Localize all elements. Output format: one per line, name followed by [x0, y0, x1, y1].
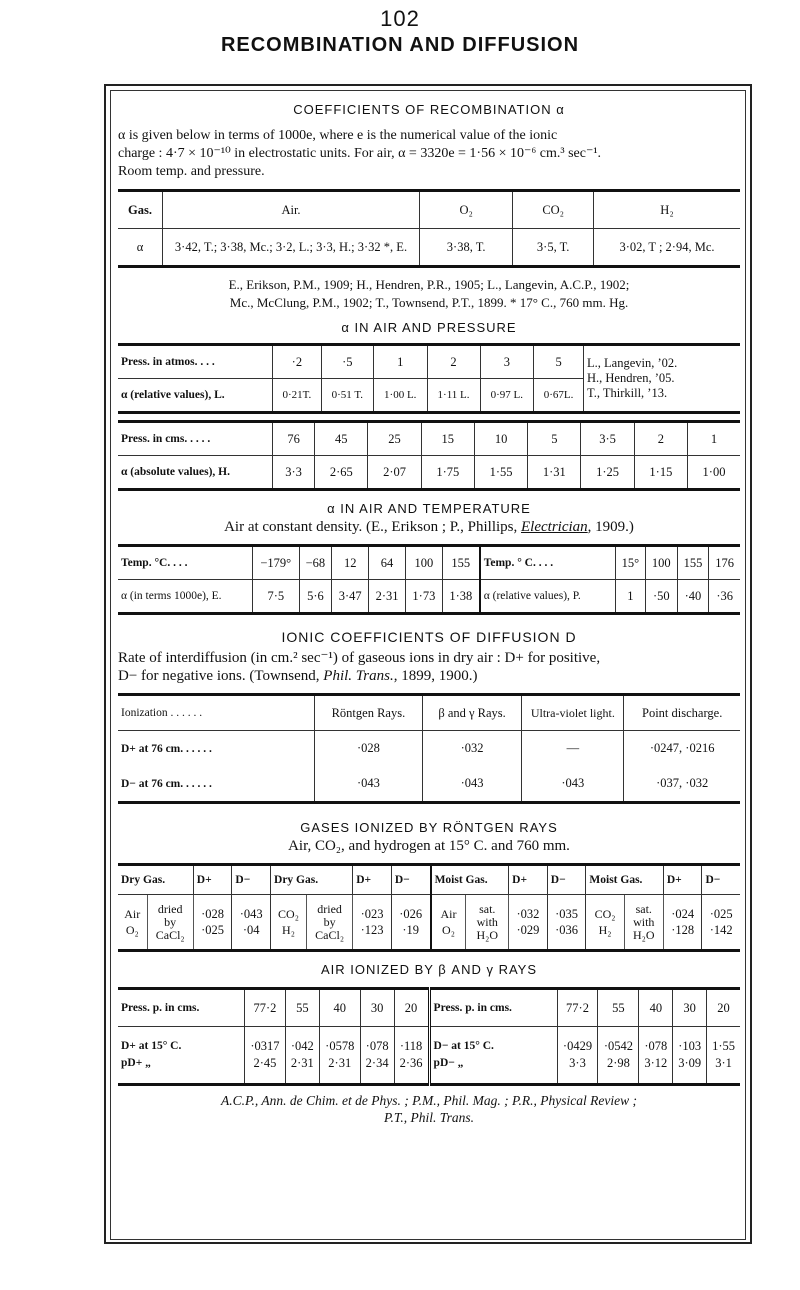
temp-subtitle-post: , 1909.) — [587, 519, 634, 535]
temp-left-label: Temp. °C. . . . — [121, 557, 188, 569]
beta-press-cell: 40 — [319, 989, 360, 1027]
value: ·036 — [555, 923, 579, 937]
refs-line-1: E., Erikson, P.M., 1909; H., Hendren, P.R., 1905; L., Langevin, A.C.P., 1902; — [228, 277, 630, 292]
cond-text: dried — [317, 901, 342, 916]
gas-name: CO₂ — [278, 907, 299, 921]
value: ·028 — [201, 907, 225, 921]
h-dpos: D+ — [353, 865, 392, 895]
press-cms-cell: 15 — [421, 422, 474, 456]
alpha-relative-cell: 0·67L. — [534, 379, 584, 413]
h-dpos: D+ — [663, 865, 702, 895]
value: ·0429 — [562, 1039, 593, 1053]
press-atmos-cell: 1 — [373, 345, 427, 379]
value: ·078 — [644, 1039, 668, 1053]
col-air: Air. — [163, 191, 420, 229]
g2-dneg — [391, 895, 430, 951]
value: ·025 — [709, 907, 733, 921]
diffusion-intro-2-pre: D− for negative ions. (Townsend, — [118, 668, 324, 684]
temp-right-alpha-cell: ·36 — [709, 580, 740, 614]
g2-condition — [306, 895, 352, 951]
value: 3·3 — [569, 1056, 586, 1070]
rontgen-subtitle: Air, CO₂, and hydrogen at 15° C. and 760 mm. — [288, 838, 570, 854]
beta-gamma-heading: AIR IONIZED BY β AND γ RAYS — [320, 962, 538, 977]
cond-text: with — [633, 914, 655, 929]
g2-dpos — [353, 895, 392, 951]
d-pos-cell: ·028 — [315, 731, 423, 767]
beta-pos-col — [360, 1027, 394, 1085]
gas-name: Air — [440, 907, 457, 921]
value: 2·31 — [328, 1056, 352, 1070]
value: ·078 — [365, 1039, 389, 1053]
value: 3·1 — [715, 1056, 732, 1070]
d-pos-15-label: D+ at 15° C. — [121, 1040, 182, 1052]
press-atmos-cell: 3 — [480, 345, 534, 379]
value: ·0578 — [325, 1039, 355, 1053]
alpha-relative-cell: 0·21T. — [273, 379, 322, 413]
temp-alpha-label: α (in terms 1000e), E. — [118, 580, 253, 614]
g4-dneg — [702, 895, 740, 951]
h-dneg: D− — [232, 865, 271, 895]
beta-press-cell: 30 — [360, 989, 394, 1027]
rontgen-table — [118, 863, 740, 952]
pressure-heading: α IN AIR AND PRESSURE — [341, 320, 517, 335]
value: ·035 — [555, 907, 579, 921]
beta-neg-col — [557, 1027, 598, 1085]
gas-value-row — [118, 229, 740, 267]
temp-right-alpha-cell: ·40 — [677, 580, 709, 614]
temp-alpha-cell: 5·6 — [299, 580, 332, 614]
cond-text: by — [164, 914, 177, 929]
alpha-relative-cell: 0·51 T. — [321, 379, 373, 413]
cond-text: by — [323, 914, 336, 929]
alpha-relative-cell: 1·11 L. — [427, 379, 480, 413]
pressure-relative-table — [118, 343, 740, 414]
alpha-absolute-label: α (absolute values), H. — [118, 456, 273, 490]
cond-text: sat. — [635, 901, 652, 916]
press-atmos-cell: ·2 — [273, 345, 322, 379]
value: ·023 — [360, 907, 384, 921]
press-atmos-cell: 5 — [534, 345, 584, 379]
gas-name: H₂ — [282, 923, 295, 937]
g1-dpos — [193, 895, 232, 951]
col-ultraviolet: Ultra-violet light. — [522, 695, 624, 731]
gas-name: Air — [124, 907, 141, 921]
temp-right-label: Temp. ° C. . . . — [480, 546, 616, 580]
press-cms-cell: 10 — [474, 422, 527, 456]
temp-alpha-cell: 2·31 — [369, 580, 406, 614]
d-pos-cell: ·032 — [422, 731, 522, 767]
air-values: 3·42, T.; 3·38, Mc.; 3·2, L.; 3·3, H.; 3·32 *, E. — [163, 229, 420, 267]
alpha-absolute-cell: 2·65 — [315, 456, 368, 490]
pd-neg-label: pD− „ — [433, 1057, 464, 1069]
beta-press-cell: 55 — [285, 989, 319, 1027]
press-cms-cell: 5 — [528, 422, 581, 456]
page-content — [118, 94, 740, 1126]
col-co2: CO₂ — [513, 191, 594, 229]
cond-text: with — [476, 914, 498, 929]
diffusion-intro-2-post: , 1899, 1900.) — [393, 668, 478, 684]
d-neg-cell: ·037, ·032 — [624, 767, 740, 803]
temp-right-cell: 100 — [645, 546, 677, 580]
pressure-refs — [584, 345, 741, 413]
o2-value: 3·38, T. — [420, 229, 513, 267]
gas-name: CO₂ — [594, 907, 616, 921]
diffusion-intro-1: Rate of interdiffusion (in cm.² sec⁻¹) of gaseous ions in dry air : D+ for positive, — [118, 650, 601, 666]
ref-hendren: H., Hendren, ’05. — [587, 371, 675, 385]
d-pos-label: D+ at 76 cm. . . . . . — [118, 731, 315, 767]
cond-text: CaCl₂ — [315, 927, 345, 942]
gas-header-row — [118, 191, 740, 229]
alpha-absolute-cell: 1·75 — [421, 456, 474, 490]
temp-alpha-row — [118, 580, 740, 614]
col-point-discharge: Point discharge. — [624, 695, 740, 731]
value: ·042 — [290, 1039, 314, 1053]
temp-alpha-cell: 1·38 — [442, 580, 479, 614]
rontgen-values-row — [118, 895, 740, 951]
temp-alpha-cell: 7·5 — [253, 580, 300, 614]
diffusion-neg-row — [118, 767, 740, 803]
temp-right-alpha-cell: ·50 — [645, 580, 677, 614]
alpha-absolute-row — [118, 456, 740, 490]
value: 2·31 — [290, 1056, 314, 1070]
temp-alpha-cell: 1·73 — [405, 580, 442, 614]
value: ·032 — [516, 907, 540, 921]
beta-pos-col — [394, 1027, 429, 1085]
ref-thirkill: T., Thirkill, ’13. — [587, 386, 668, 400]
value: ·024 — [671, 907, 695, 921]
value: ·04 — [242, 923, 260, 937]
h-dneg: D− — [547, 865, 586, 895]
value: ·0542 — [603, 1039, 634, 1053]
pressure-absolute-table — [118, 420, 740, 491]
h-dpos: D+ — [509, 865, 548, 895]
intro-line-3: Room temp. and pressure. — [118, 164, 265, 179]
gas-name: O₂ — [442, 923, 455, 937]
g3-dneg — [547, 895, 586, 951]
cond-text: dried — [157, 901, 183, 916]
alpha-absolute-cell: 3·3 — [273, 456, 315, 490]
temp-cell: −179° — [253, 546, 300, 580]
beta-neg-col — [598, 1027, 639, 1085]
g4-gases — [586, 895, 624, 951]
cond-text: H₂O — [476, 927, 499, 942]
beta-neg-labels — [429, 1027, 557, 1085]
col-gas: Gas. — [128, 202, 152, 217]
beta-press-cell: 77·2 — [245, 989, 286, 1027]
g4-dpos — [663, 895, 702, 951]
col-o2: O₂ — [420, 191, 513, 229]
diffusion-table — [118, 693, 740, 804]
col-rontgen: Röntgen Rays. — [315, 695, 423, 731]
alpha-absolute-cell: 1·00 — [688, 456, 741, 490]
beta-neg-col — [707, 1027, 740, 1085]
alpha-absolute-cell: 1·31 — [528, 456, 581, 490]
col-h2: H₂ — [594, 191, 741, 229]
running-title: RECOMBINATION AND DIFFUSION — [220, 34, 580, 56]
value: ·142 — [709, 923, 733, 937]
temp-right-cell: 155 — [677, 546, 709, 580]
col-beta-gamma: β and γ Rays. — [422, 695, 522, 731]
value: 3·09 — [678, 1056, 702, 1070]
value: ·043 — [239, 907, 263, 921]
alpha-relative-cell: 0·97 L. — [480, 379, 534, 413]
alpha-relative-cell: 1·00 L. — [373, 379, 427, 413]
alpha-absolute-cell: 2·07 — [368, 456, 421, 490]
h-dneg: D− — [391, 865, 430, 895]
h-moist-gas: Moist Gas. — [431, 865, 509, 895]
page-number: 102 — [380, 6, 420, 31]
press-atmos-cell: 2 — [427, 345, 480, 379]
footer-abbreviations — [118, 1092, 740, 1126]
gas-name: H₂ — [598, 923, 612, 937]
recombination-intro — [118, 127, 740, 181]
temp-right-alpha-label: α (relative values), P. — [480, 580, 616, 614]
press-cms-cell: 3·5 — [581, 422, 634, 456]
value: ·123 — [360, 923, 384, 937]
beta-press-label: Press. p. in cms. — [121, 1002, 200, 1014]
press-atmos-cell: ·5 — [321, 345, 373, 379]
temperature-heading: α IN AIR AND TEMPERATURE — [327, 501, 531, 516]
value: ·029 — [516, 923, 540, 937]
beta-pos-col — [285, 1027, 319, 1085]
press-cms-cell: 1 — [688, 422, 741, 456]
g3-dpos — [509, 895, 548, 951]
g3-gases — [431, 895, 466, 951]
temp-alpha-cell: 3·47 — [332, 580, 369, 614]
temp-right-cell: 176 — [709, 546, 740, 580]
temperature-subtitle — [118, 518, 740, 536]
value: 2·34 — [365, 1056, 389, 1070]
h-moist-gas: Moist Gas. — [586, 865, 663, 895]
temp-cell: 155 — [442, 546, 479, 580]
beta-neg-col — [673, 1027, 707, 1085]
press-cms-cell: 2 — [634, 422, 687, 456]
beta-pos-col — [245, 1027, 286, 1085]
beta-press-cell: 55 — [598, 989, 639, 1027]
gas-name: O₂ — [125, 923, 139, 937]
diffusion-intro-2 — [118, 667, 740, 685]
beta-press-cell: 77·2 — [557, 989, 598, 1027]
beta-pos-col — [319, 1027, 360, 1085]
h2-values: 3·02, T ; 2·94, Mc. — [594, 229, 741, 267]
d-neg-cell: ·043 — [315, 767, 423, 803]
beta-press-cell: 20 — [707, 989, 740, 1027]
beta-press-cell: 40 — [639, 989, 673, 1027]
pressure-cms-row — [118, 422, 740, 456]
g2-gases — [271, 895, 307, 951]
value: 2·36 — [399, 1056, 423, 1070]
temp-cell: 64 — [369, 546, 406, 580]
beta-pos-labels — [118, 1027, 245, 1085]
d-neg-label: D− at 76 cm. . . . . . — [121, 777, 212, 790]
press-cms-cell: 76 — [273, 422, 315, 456]
temp-cell: 12 — [332, 546, 369, 580]
beta-press-cell: 30 — [673, 989, 707, 1027]
value: 2·45 — [253, 1056, 277, 1070]
press-cms-label: Press. in cms. . . . . — [121, 433, 211, 445]
beta-values-row — [118, 1027, 740, 1085]
alpha-absolute-cell: 1·25 — [581, 456, 634, 490]
diffusion-pos-row — [118, 731, 740, 767]
beta-press-cell: 20 — [394, 989, 429, 1027]
recombination-references — [118, 276, 740, 312]
recombination-heading: COEFFICIENTS OF RECOMBINATION α — [293, 102, 565, 117]
pd-pos-label: pD+ „ — [121, 1057, 151, 1069]
value: ·026 — [399, 907, 423, 921]
ref-langevin: L., Langevin, ’02. — [587, 356, 678, 370]
refs-line-2: Mc., McClung, P.M., 1902; T., Townsend, P.T., 1899. * 17° C., 760 mm. Hg. — [229, 295, 629, 310]
beta-press-row — [118, 989, 740, 1027]
rontgen-heading: GASES IONIZED BY RÖNTGEN RAYS — [300, 820, 558, 835]
h-dry-gas: Dry Gas. — [271, 865, 353, 895]
col-ionization: Ionization . . . . . . — [121, 707, 203, 719]
g3-condition — [466, 895, 509, 951]
d-pos-cell: ·0247, ·0216 — [624, 731, 740, 767]
temp-right-cell: 15° — [615, 546, 645, 580]
h-dry-gas: Dry Gas. — [121, 874, 166, 886]
row-alpha: α — [118, 229, 163, 267]
diffusion-heading: IONIC COEFFICIENTS OF DIFFUSION D — [281, 629, 577, 645]
footer-line-2: P.T., Phil. Trans. — [384, 1110, 474, 1125]
temp-right-alpha-cell: 1 — [615, 580, 645, 614]
beta-gamma-table — [118, 987, 740, 1086]
alpha-absolute-cell: 1·55 — [474, 456, 527, 490]
rontgen-header-row — [118, 865, 740, 895]
value: ·118 — [399, 1039, 423, 1053]
press-cms-cell: 25 — [368, 422, 421, 456]
value: ·19 — [402, 923, 420, 937]
diffusion-intro — [118, 649, 740, 685]
temp-cell: −68 — [299, 546, 332, 580]
g1-dneg — [232, 895, 271, 951]
temp-subtitle-journal: Electrician — [521, 519, 588, 535]
value: 3·12 — [644, 1056, 668, 1070]
temp-cell: 100 — [405, 546, 442, 580]
g1-gases — [118, 895, 147, 951]
d-neg-cell: ·043 — [422, 767, 522, 803]
d-pos-cell: — — [522, 731, 624, 767]
value: ·128 — [671, 923, 695, 937]
d-neg-cell: ·043 — [522, 767, 624, 803]
value: ·025 — [201, 923, 225, 937]
temperature-table — [118, 544, 740, 615]
temp-row — [118, 546, 740, 580]
press-cms-cell: 45 — [315, 422, 368, 456]
beta-press-label: Press. p. in cms. — [429, 989, 557, 1027]
pressure-atmos-row — [118, 345, 740, 379]
co2-value: 3·5, T. — [513, 229, 594, 267]
footer-line-1: A.C.P., Ann. de Chim. et de Phys. ; P.M., Phil. Mag. ; P.R., Physical Review ; — [221, 1093, 637, 1108]
intro-line-2: charge : 4·7 × 10⁻¹⁰ in electrostatic units. For air, α = 3320e = 1·56 × 10⁻⁶ cm.³ sec⁻¹. — [118, 146, 602, 161]
d-neg-15-label: D− at 15° C. — [433, 1040, 494, 1052]
g4-condition — [624, 895, 663, 951]
gas-recombination-table — [118, 189, 740, 268]
diffusion-header-row — [118, 695, 740, 731]
g1-condition — [147, 895, 193, 951]
beta-neg-col — [639, 1027, 673, 1085]
h-dpos: D+ — [193, 865, 232, 895]
alpha-relative-label: α (relative values), L. — [118, 379, 273, 413]
cond-text: H₂O — [632, 927, 655, 942]
h-dneg: D− — [702, 865, 740, 895]
press-atmos-label: Press. in atmos. . . . — [121, 356, 215, 368]
value: 1·55 — [712, 1039, 736, 1053]
value: 2·98 — [606, 1056, 630, 1070]
temp-subtitle-pre: Air at constant density. (E., Erikson ; P., Phillips, — [224, 519, 522, 535]
cond-text: CaCl₂ — [155, 927, 185, 942]
alpha-absolute-cell: 1·15 — [634, 456, 687, 490]
cond-text: sat. — [479, 901, 496, 916]
value: ·0317 — [250, 1039, 280, 1053]
value: ·103 — [678, 1039, 702, 1053]
intro-line-1: α is given below in terms of 1000e, where e is the numerical value of the ionic — [118, 128, 558, 143]
diffusion-intro-journal: Phil. Trans. — [323, 668, 394, 684]
